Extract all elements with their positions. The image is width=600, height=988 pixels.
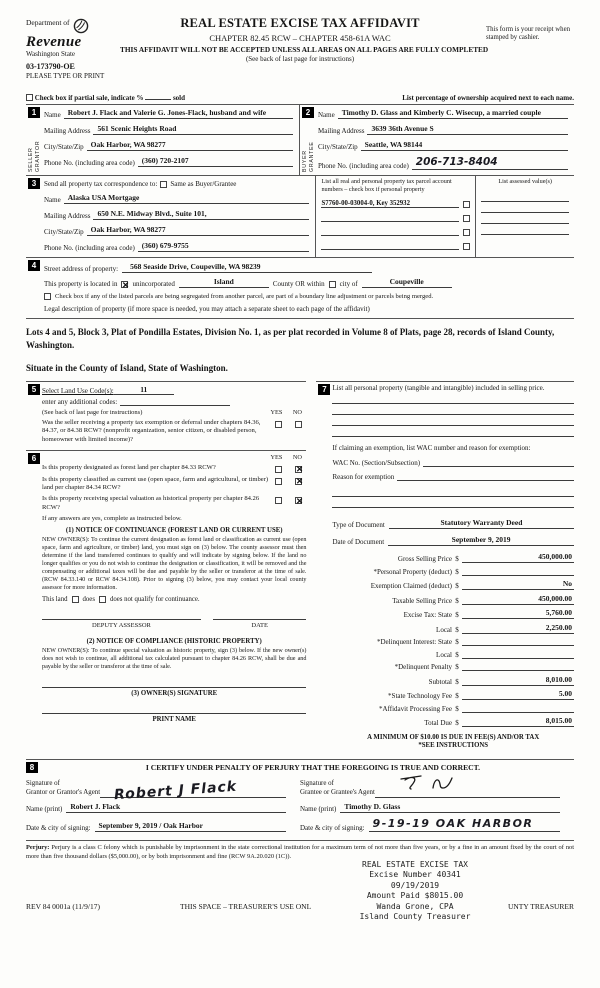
unincorporated-label: unincorporated — [132, 280, 175, 288]
city-name-value: Coupeville — [362, 277, 452, 288]
assessed-value-line[interactable] — [481, 213, 569, 224]
money-label: Exemption Claimed (deduct) — [370, 582, 452, 591]
money-label: Subtotal — [428, 677, 452, 686]
this-land-label: This land — [42, 595, 68, 603]
same-as-buyer-checkbox[interactable] — [160, 181, 167, 188]
seller-csz-label: City/State/Zip — [44, 143, 84, 151]
money-row — [332, 704, 574, 713]
yes-no-header — [42, 454, 306, 461]
if-yes-instruction: If any answers are yes, complete as instructed below. — [42, 514, 182, 522]
parcel-pp-checkbox[interactable] — [463, 215, 470, 222]
name-print-label: Name (print) — [26, 805, 63, 814]
land-does-checkbox[interactable] — [72, 596, 79, 603]
buyer-address-label: Mailing Address — [318, 127, 365, 135]
dollar-sign: $ — [455, 625, 459, 634]
rev-form-code: REV 84 0001a (11/9/17) — [26, 902, 100, 911]
money-label: Gross Selling Price — [397, 555, 452, 564]
buyer-address-value: 3639 36th Avenue S — [367, 124, 568, 135]
city-of-checkbox[interactable] — [329, 281, 336, 288]
county-or-within-label: County OR within — [272, 280, 325, 288]
type-of-document-value: Statutory Warranty Deed — [389, 518, 574, 529]
stamp-line: 09/19/2019 — [390, 880, 440, 890]
street-address-value: 568 Seaside Drive, Coupeville, WA 98239 — [122, 262, 372, 273]
tax-correspondence-section — [26, 176, 316, 257]
print-name-label: PRINT NAME — [152, 715, 196, 723]
stamp-line: Amount Paid $8015.00 — [366, 891, 464, 901]
buyer-grantee-side-label — [302, 122, 315, 172]
no-label: NO — [292, 453, 302, 461]
same-as-buyer-label: Same as Buyer/Grantee — [170, 180, 237, 188]
deferral-yes-checkbox[interactable] — [275, 421, 282, 428]
notice-compliance-title: (2) NOTICE OF COMPLIANCE (HISTORIC PROPERTY) — [86, 637, 262, 645]
money-row — [332, 608, 574, 619]
perjury-body: Perjury is a class C felony which is punishable by imprisonment in the state correctional institution for a maximum term of not more than five years, or by a fine in an amount fixed by the court of not more than five thousand dollars ($5,000.00), or by both imprisonment and fine (RCW 9A.20.020 (1C)). — [26, 844, 574, 860]
money-label: Total Due — [424, 719, 452, 728]
seller-phone-label: Phone No. (including area code) — [44, 159, 135, 167]
logo-revenue-text: Revenue — [26, 34, 82, 50]
money-label: *Personal Property (deduct) — [373, 567, 452, 576]
see-instructions-note: *SEE INSTRUCTIONS — [418, 742, 489, 750]
forest-yes-checkbox[interactable] — [275, 466, 282, 473]
legal-description-label: Legal description of property (if more space is needed, you may attach a separate sheet to each page of the affidavit) — [44, 305, 370, 313]
forest-no-checkbox[interactable] — [295, 466, 302, 473]
money-row — [332, 594, 574, 605]
revenue-logo — [26, 18, 89, 58]
money-row — [332, 579, 574, 590]
name-print-label: Name (print) — [300, 805, 337, 814]
personal-property-line[interactable] — [332, 393, 574, 404]
grantee-print-name: Timothy D. Glass — [340, 802, 560, 813]
parcel-number-line[interactable]: S7760-00-03004-0, Key 352932 — [321, 200, 459, 209]
parcel-pp-checkbox[interactable] — [463, 229, 470, 236]
land-does-not-checkbox[interactable] — [99, 596, 106, 603]
property-location-section — [26, 258, 574, 319]
money-row — [332, 637, 574, 646]
date-line[interactable] — [213, 619, 307, 620]
section-number-1: 1 — [28, 107, 40, 118]
personal-property-intro: List all personal property (tangible and intangible) included in selling price. — [332, 384, 545, 393]
additional-codes-line[interactable] — [120, 398, 230, 406]
county-name-value: Island — [179, 277, 269, 288]
money-value: 2,250.00 — [462, 623, 574, 634]
see-back-note: (See back of last page for instructions) — [245, 55, 355, 63]
grantor-side-text: GRANTOR — [35, 140, 41, 172]
money-row — [332, 662, 574, 671]
historic-no-checkbox[interactable] — [295, 497, 302, 504]
current-use-question: Is this property classified as current use (open space, farm and agricultural, or timber) land per chapter 84.34 RCW? — [42, 475, 269, 492]
money-value[interactable] — [462, 567, 574, 576]
wac-number-line[interactable] — [423, 458, 574, 467]
parcel-pp-checkbox[interactable] — [463, 201, 470, 208]
form-title: REAL ESTATE EXCISE TAX AFFIDAVIT — [180, 16, 420, 30]
seller-grantor-side-label — [28, 122, 41, 172]
land-use-code-value[interactable]: 11 — [114, 385, 174, 395]
grantor-agent-label: Grantor or Grantor's Agent — [26, 789, 101, 797]
money-row — [332, 623, 574, 634]
seller-name-value: Robert J. Flack and Valerie G. Jones-Flack, husband and wife — [64, 108, 293, 119]
segregated-label: Check box if any of the listed parcels are being segregated from another parcel, are part of a boundary line adjustment or parcels being merged. — [55, 293, 434, 300]
money-value: 8,010.00 — [462, 675, 574, 686]
corr-csz-label: City/State/Zip — [44, 228, 84, 236]
legal-description-text: Lots 4 and 5, Block 3, Plat of Pondilla Estates, Division No. 1, as per plat recorded in Volume 8 of Plats, page 28, records of Island County, Washington. — [26, 327, 555, 350]
assessed-values-label: List assessed value(s) — [498, 178, 552, 185]
buyer-csz-value: Seattle, WA 98144 — [361, 140, 568, 151]
money-row — [332, 552, 574, 563]
dollar-sign: $ — [455, 719, 459, 728]
money-value[interactable] — [462, 637, 574, 646]
section-number-5: 5 — [28, 384, 40, 395]
signature-of-label: Signature of — [26, 780, 60, 788]
seller-name-label: Name — [44, 111, 61, 119]
owners-signature-label: (3) OWNER(S) SIGNATURE — [131, 689, 218, 697]
notice-continuance-title: (1) NOTICE OF CONTINUANCE (FOREST LAND OR CURRENT USE) — [65, 526, 283, 534]
notice-compliance-body: NEW OWNER(S): To continue special valuation as historic property, sign (3) below. If the new owner(s) does not wish to continue, all additional tax calculated pursuant to chapter 84.26 RCW, shall be due and payable by the seller or transferor at the time of sale. — [42, 647, 307, 670]
parcel-pp-checkbox[interactable] — [463, 243, 470, 250]
ownership-note: List percentage of ownership acquired next to each name. — [402, 94, 574, 102]
treasurer-stamp — [330, 860, 500, 922]
grantee-date-city-handwritten: 9-19-19 OAK HARBOR — [369, 817, 560, 832]
send-correspondence-label: Send all property tax correspondence to: — [44, 180, 158, 188]
parcel-number-line[interactable] — [321, 228, 459, 236]
partial-sale-percent-line[interactable] — [145, 92, 171, 100]
money-label: Taxable Selling Price — [392, 596, 452, 605]
seller-csz-value: Oak Harbor, WA 98277 — [87, 140, 293, 151]
buyer-phone-label: Phone No. (including area code) — [318, 162, 409, 170]
money-value[interactable] — [462, 704, 574, 713]
money-label: Local — [436, 650, 452, 659]
dollar-sign: $ — [455, 677, 459, 686]
reason-exemption-label: Reason for exemption — [332, 473, 395, 482]
reason-exemption-line[interactable] — [397, 472, 574, 481]
corr-phone-label: Phone No. (including area code) — [44, 244, 135, 252]
dollar-sign: $ — [455, 555, 459, 564]
historic-yes-checkbox[interactable] — [275, 497, 282, 504]
partial-sale-checkbox[interactable] — [26, 94, 33, 101]
money-label: Local — [436, 625, 452, 634]
partial-sale-sold-label: sold — [172, 94, 186, 102]
deputy-assessor-line[interactable] — [42, 619, 201, 620]
form-chapters: CHAPTER 82.45 RCW – CHAPTER 458-61A WAC — [209, 33, 391, 43]
current-use-yes-checkbox[interactable] — [275, 478, 282, 485]
seller-address-value: 561 Scenic Heights Road — [93, 124, 293, 135]
dollar-sign: $ — [455, 663, 459, 672]
certify-statement: I CERTIFY UNDER PENALTY OF PERJURY THAT THE FOREGOING IS TRUE AND CORRECT. — [145, 763, 481, 773]
county-treasurer-text: UNTY TREASURER — [507, 902, 574, 911]
signature-of-label: Signature of — [300, 780, 334, 788]
additional-codes-label: enter any additional codes: — [42, 398, 118, 407]
dollar-sign: $ — [455, 650, 459, 659]
money-label: *Delinquent Penalty — [394, 663, 452, 672]
corr-phone-value: (360) 679-9755 — [138, 241, 310, 252]
street-address-label: Street address of property: — [44, 265, 119, 273]
grantor-signature-area[interactable] — [100, 776, 286, 804]
buyer-section — [300, 105, 574, 175]
partial-sale-row — [26, 92, 574, 104]
corr-name-value: Alaska USA Mortgage — [64, 193, 310, 204]
reason-extra-line[interactable] — [332, 497, 574, 508]
money-label: *State Technology Fee — [388, 692, 452, 701]
perjury-paragraph — [26, 840, 574, 861]
dollar-sign: $ — [455, 567, 459, 576]
money-value: 5,760.00 — [462, 608, 574, 619]
partial-sale-label: Check box if partial sale, indicate % — [34, 94, 144, 102]
dollar-sign: $ — [455, 692, 459, 701]
historic-question: Is this property receiving special valuation as historical property per chapter 84.26 RCW? — [42, 495, 260, 511]
money-value[interactable] — [462, 662, 574, 671]
personal-property-line[interactable] — [332, 426, 574, 437]
land-use-section — [26, 381, 306, 451]
grantee-signature-area[interactable] — [375, 776, 560, 798]
buyer-name-label: Name — [318, 111, 335, 119]
segregated-checkbox[interactable] — [44, 293, 51, 300]
please-type-or-print: PLEASE TYPE OR PRINT — [26, 72, 105, 80]
yes-label: YES — [270, 409, 283, 417]
buyer-phone-value-handwritten: 206-713-8404 — [412, 156, 568, 170]
corr-name-label: Name — [44, 196, 61, 204]
certification-section — [26, 759, 574, 835]
deferral-question: Was the seller receiving a property tax exemption or deferral under chapters 84.36, 84.37, or 84.38 RCW? (nonprofit organization, senior citizen, or disabled person, homeowner with limited income)? — [42, 419, 261, 443]
dollar-sign: $ — [455, 704, 459, 713]
dollar-sign: $ — [455, 611, 459, 620]
print-name-line[interactable] — [42, 713, 306, 714]
grantor-print-name: Robert J. Flack — [66, 802, 286, 813]
city-of-label: city of — [339, 280, 358, 288]
current-use-no-checkbox[interactable] — [295, 478, 302, 485]
deferral-no-checkbox[interactable] — [295, 421, 302, 428]
minimum-fee-note: A MINIMUM OF $10.00 IS DUE IN FEE(S) AND/OR TAX — [367, 734, 540, 742]
does-not-label: does not qualify for continuance. — [109, 595, 200, 603]
seller-side-text: SELLER — [28, 147, 34, 172]
grantee-agent-label: Grantee or Grantee's Agent — [300, 789, 375, 797]
grantee-side-text: GRANTEE — [309, 141, 315, 172]
money-label: *Delinquent Interest: State — [376, 638, 452, 647]
section-number-3: 3 — [28, 178, 40, 189]
situate-text: Situate in the County of Island, State of Washington. — [26, 363, 228, 374]
wac-number-label: WAC No. (Section/Subsection) — [332, 459, 421, 468]
section-number-8: 8 — [26, 762, 38, 773]
money-row — [332, 650, 574, 659]
seller-address-label: Mailing Address — [44, 127, 91, 135]
section-number-2: 2 — [302, 107, 314, 118]
seller-section — [26, 105, 300, 175]
parcel-numbers-section — [316, 176, 574, 257]
form-code: 03-173790-OE — [26, 62, 75, 71]
seller-phone-value: (360) 720-2107 — [138, 156, 293, 167]
date-label: DATE — [251, 621, 268, 629]
money-row — [332, 689, 574, 700]
stamp-line: Island County Treasurer — [359, 911, 471, 921]
money-value: 8,015.00 — [462, 716, 574, 727]
stamp-line: Excise Number 40341 — [369, 870, 461, 880]
unincorporated-checkbox[interactable] — [121, 281, 128, 288]
money-row — [332, 716, 574, 727]
buyer-csz-label: City/State/Zip — [318, 143, 358, 151]
selling-price-section — [316, 381, 574, 753]
section-number-4: 4 — [28, 260, 40, 271]
owners-signature-line[interactable] — [42, 687, 306, 688]
classification-section — [26, 451, 306, 729]
money-label: *Affidavit Processing Fee — [379, 704, 452, 713]
personal-property-line[interactable] — [332, 415, 574, 426]
type-of-document-label: Type of Document — [332, 521, 385, 530]
date-city-label: Date & city of signing: — [300, 824, 365, 833]
date-city-label: Date & city of signing: — [26, 824, 91, 833]
grantor-signature: Robert J Flack — [113, 779, 238, 804]
money-row — [332, 567, 574, 576]
stamp-line: REAL ESTATE EXCISE TAX — [362, 860, 468, 869]
parcel-header: List all real and personal property tax parcel account numbers – check box if personal property — [321, 178, 452, 193]
stamp-line: Wanda Grone, CPA — [376, 901, 454, 911]
deputy-assessor-label: DEPUTY ASSESSOR — [92, 621, 151, 629]
money-value[interactable] — [462, 650, 574, 659]
assessed-value-line[interactable] — [481, 224, 569, 235]
buyer-name-value: Timothy D. Glass and Kimberly C. Wisecup, a married couple — [338, 108, 568, 119]
yes-label: YES — [270, 453, 283, 461]
money-value: No — [462, 579, 574, 590]
assessed-value-line[interactable] — [481, 191, 569, 202]
logo-dept-text: Department of — [26, 18, 70, 27]
section-number-6: 6 — [28, 453, 40, 464]
dollar-sign: $ — [455, 596, 459, 605]
money-label: Excise Tax: State — [403, 611, 452, 620]
grantor-date-city: September 9, 2019 / Oak Harbor — [95, 821, 286, 832]
personal-property-line[interactable] — [332, 404, 574, 415]
section-number-7: 7 — [318, 384, 330, 395]
forest-land-question: Is this property designated as forest land per chapter 84.33 RCW? — [42, 463, 216, 471]
does-label: does — [82, 595, 95, 603]
buyer-side-text: BUYER — [302, 150, 308, 172]
reason-extra-line[interactable] — [332, 486, 574, 497]
exemption-intro: If claiming an exemption, list WAC number and reason for exemption: — [332, 444, 531, 453]
date-of-document-label: Date of Document — [332, 538, 385, 547]
assessed-value-line[interactable] — [481, 202, 569, 213]
money-value: 450,000.00 — [462, 552, 574, 563]
treasurer-space-text: THIS SPACE – TREASURER'S USE ONL — [180, 902, 312, 911]
dollar-sign: $ — [455, 582, 459, 591]
located-in-label: This property is located in — [44, 280, 118, 288]
corr-address-label: Mailing Address — [44, 212, 91, 220]
receipt-note: This form is your receipt when stamped by cashier. — [486, 26, 570, 42]
logo-state-text: Washington State — [26, 50, 76, 58]
money-row — [332, 675, 574, 686]
form-header — [26, 16, 574, 90]
corr-csz-value: Oak Harbor, WA 98277 — [87, 225, 310, 236]
form-warning: THIS AFFIDAVIT WILL NOT BE ACCEPTED UNLESS ALL AREAS ON ALL PAGES ARE FULLY COMPLETED — [120, 45, 489, 54]
parcel-number-line[interactable] — [321, 242, 459, 250]
notice-continuance-body: NEW OWNER(S): To continue the current designation as forest land or classification as current use (open space, farm and agriculture, or timber) land, you must sign on (3) below. The county assessor must then determine if the land transferred continues to qualify and will indicate by signing below. If the land no longer qualifies or you do not wish to continue the designation or classification, it will be removed and the compensating or additional taxes will be due and payable by the seller or transferor at the time of sale. (RCW 84.33.140 or RCW 84.34.108). Prior to signing (3) below, you may contact your local county assessor for more information. — [42, 536, 307, 591]
see-back-instructions: (See back of last page for instructions) — [42, 409, 143, 417]
money-value: 5.00 — [462, 689, 574, 700]
corr-address-value: 650 N.E. Midway Blvd., Suite 101, — [93, 209, 309, 220]
land-use-label: Select Land Use Code(s): — [42, 387, 114, 396]
no-label: NO — [292, 409, 302, 417]
grantee-signature-scribble — [399, 772, 461, 799]
dollar-sign: $ — [455, 638, 459, 647]
date-of-document-value: September 9, 2019 — [388, 535, 574, 546]
money-value: 450,000.00 — [462, 594, 574, 605]
yes-no-header — [269, 409, 306, 416]
parcel-number-line[interactable] — [321, 214, 459, 222]
perjury-lead: Perjury: — [26, 844, 50, 852]
